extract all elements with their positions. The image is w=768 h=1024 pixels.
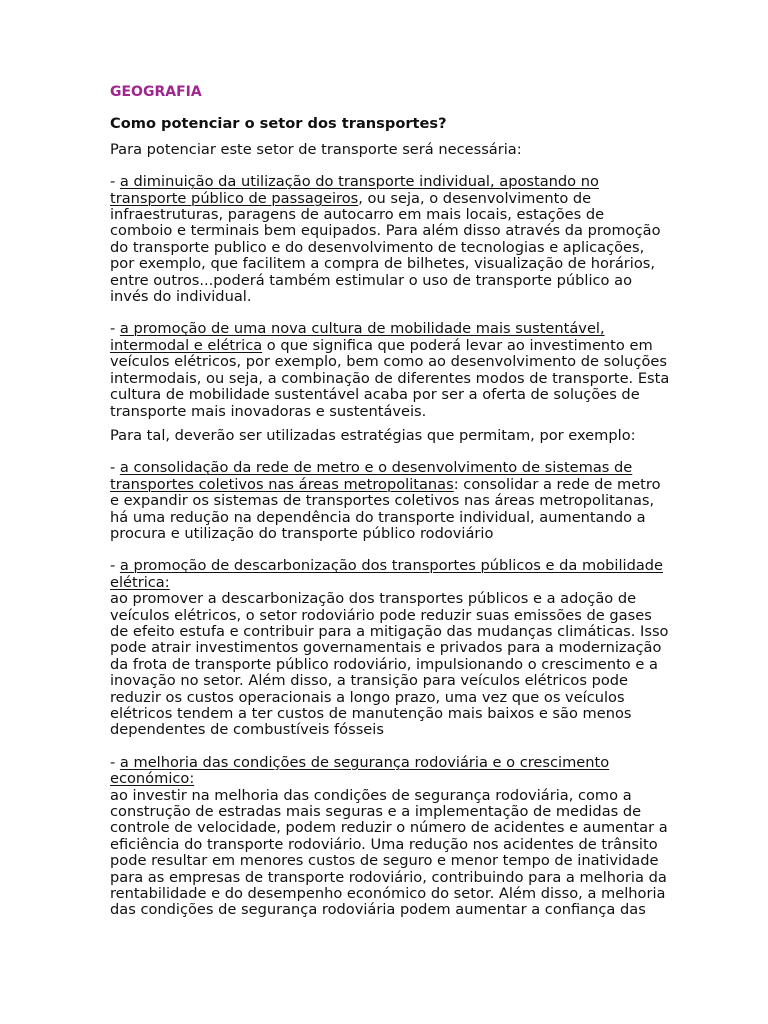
subject-label: GEOGRAFIA bbox=[110, 84, 202, 100]
list-item bbox=[110, 174, 670, 305]
underlined-phrase: a promoção de uma nova cultura de mobilidade mais sustentável, intermodal e elétrica bbox=[110, 320, 605, 354]
list-dash: - bbox=[110, 557, 120, 575]
list-item bbox=[110, 558, 670, 591]
list-item bbox=[110, 321, 670, 419]
intro-paragraph: Para potenciar este setor de transporte será necessária: bbox=[110, 140, 522, 158]
item-body: ao investir na melhoria das condições de segurança rodoviária, como a construção de estradas mais seguras e a implementação de medidas de controle de velocidade, podem reduzir o número de acidentes e aumentar a eficiência do transporte rodoviário. Uma redução nos acidentes de trânsito pode resultar em menores custos de seguro e menor tempo de inatividade para as empresas de transporte rodoviário, contribuindo para a melhoria da rentabilidade e do desempenho económico do setor. Além disso, a melhoria das condições de segurança rodoviária podem aumentar a confiança das bbox=[110, 786, 668, 919]
list-dash: - bbox=[110, 459, 120, 477]
document-title: Como potenciar o setor dos transportes? bbox=[110, 115, 447, 133]
document-content bbox=[110, 84, 670, 919]
item-text: , ou seja, o desenvolvimento de infraestruturas, paragens de autocarro em mais locais, estações de comboio e terminais bem equipados. Para além disso através da promoção do transporte publico e do desenvolvimento de tecnologias e aplicações, por exemplo, que facilitem a compra de bilhetes, visualização de horários, entre outros...poderá também estimular o uso de transporte público ao invés do individual. bbox=[110, 189, 661, 306]
underlined-phrase: a promoção de descarbonização dos transportes públicos e da mobilidade elétrica: bbox=[110, 557, 664, 591]
list-item bbox=[110, 460, 670, 542]
item-body: ao promover a descarbonização dos transportes públicos e a adoção de veículos elétricos, o setor rodoviário pode reduzir suas emissões de gases de efeito estufa e contribuir para a mitigação das mudanças climáticas. Isso pode atrair investimentos governamentais e privados para a modernização da frota de transporte público rodoviário, impulsionando o crescimento e a inovação no setor. Além disso, a transição para veículos elétricos pode reduzir os custos operacionais a longo prazo, uma vez que os veículos elétricos tendem a ter custos de manutenção mais baixos e são menos dependentes de combustíveis fósseis bbox=[110, 590, 669, 739]
strategies-intro: Para tal, deverão ser utilizadas estratégias que permitam, por exemplo: bbox=[110, 426, 636, 444]
list-dash: - bbox=[110, 320, 120, 338]
item-text: : consolidar a rede de metro e expandir os sistemas de transportes coletivos nas áreas metropolitanas, há uma redução na dependência do transporte individual, aumentando a procura e utilização do transporte público rodoviário bbox=[110, 475, 661, 542]
list-dash: - bbox=[110, 753, 120, 771]
underlined-phrase: a consolidação da rede de metro e o desenvolvimento de sistemas de transportes coletivos nas áreas metropolitanas bbox=[110, 459, 633, 493]
underlined-phrase: a melhoria das condições de segurança rodoviária e o crescimento económico: bbox=[110, 753, 610, 788]
list-dash: - bbox=[110, 173, 120, 191]
underlined-phrase: a diminuição da utilização do transporte individual, apostando no transporte público de passageiros bbox=[110, 173, 599, 207]
item-text: o que significa que poderá levar ao investimento em veículos elétricos, por exemplo, bem como ao desenvolvimento de soluções intermodais, ou seja, a combinação de diferentes modos de transporte. Esta cultura de mobilidade sustentável acaba por ser a oferta de soluções de transporte mais inovadoras e sustentáveis. bbox=[110, 336, 670, 420]
list-item bbox=[110, 755, 670, 788]
